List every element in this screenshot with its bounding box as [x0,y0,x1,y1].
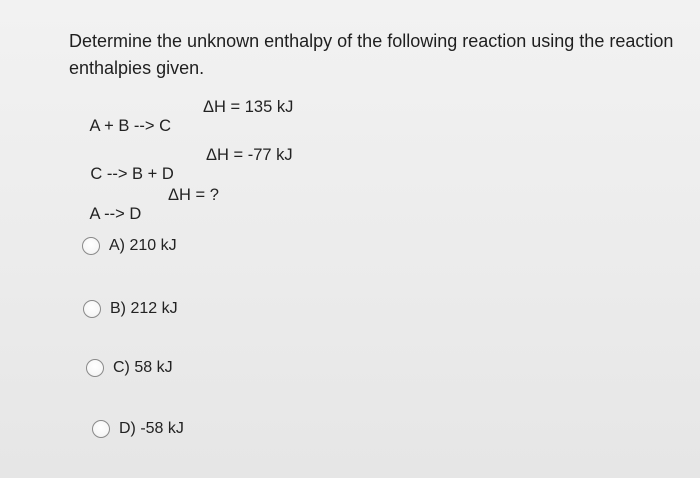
answer-option-c[interactable] [86,359,173,377]
radio-button-b[interactable] [83,300,101,318]
answer-option-d[interactable] [92,420,184,438]
radio-button-a[interactable] [82,237,100,255]
reaction-2-enthalpy: ΔH = -77 kJ [206,146,293,164]
reaction-1-equation: A + B --> C [89,117,172,135]
reaction-1-enthalpy: ΔH = 135 kJ [203,98,294,116]
answer-option-a[interactable] [82,237,177,255]
target-reaction-equation: A --> D [89,205,142,223]
answer-option-a-label: A) 210 kJ [109,237,177,254]
radio-button-c[interactable] [86,359,104,377]
radio-button-d[interactable] [92,420,110,438]
answer-option-d-label: D) -58 kJ [119,420,184,437]
answer-option-b-label: B) 212 kJ [110,300,178,317]
question-prompt: Determine the unknown enthalpy of the following reaction using the reaction enthalpies given. [69,31,674,78]
answer-option-b[interactable] [83,300,178,318]
reaction-2-equation: C --> B + D [90,165,174,183]
answer-option-c-label: C) 58 kJ [113,359,173,376]
target-reaction-enthalpy: ΔH = ? [168,186,219,204]
